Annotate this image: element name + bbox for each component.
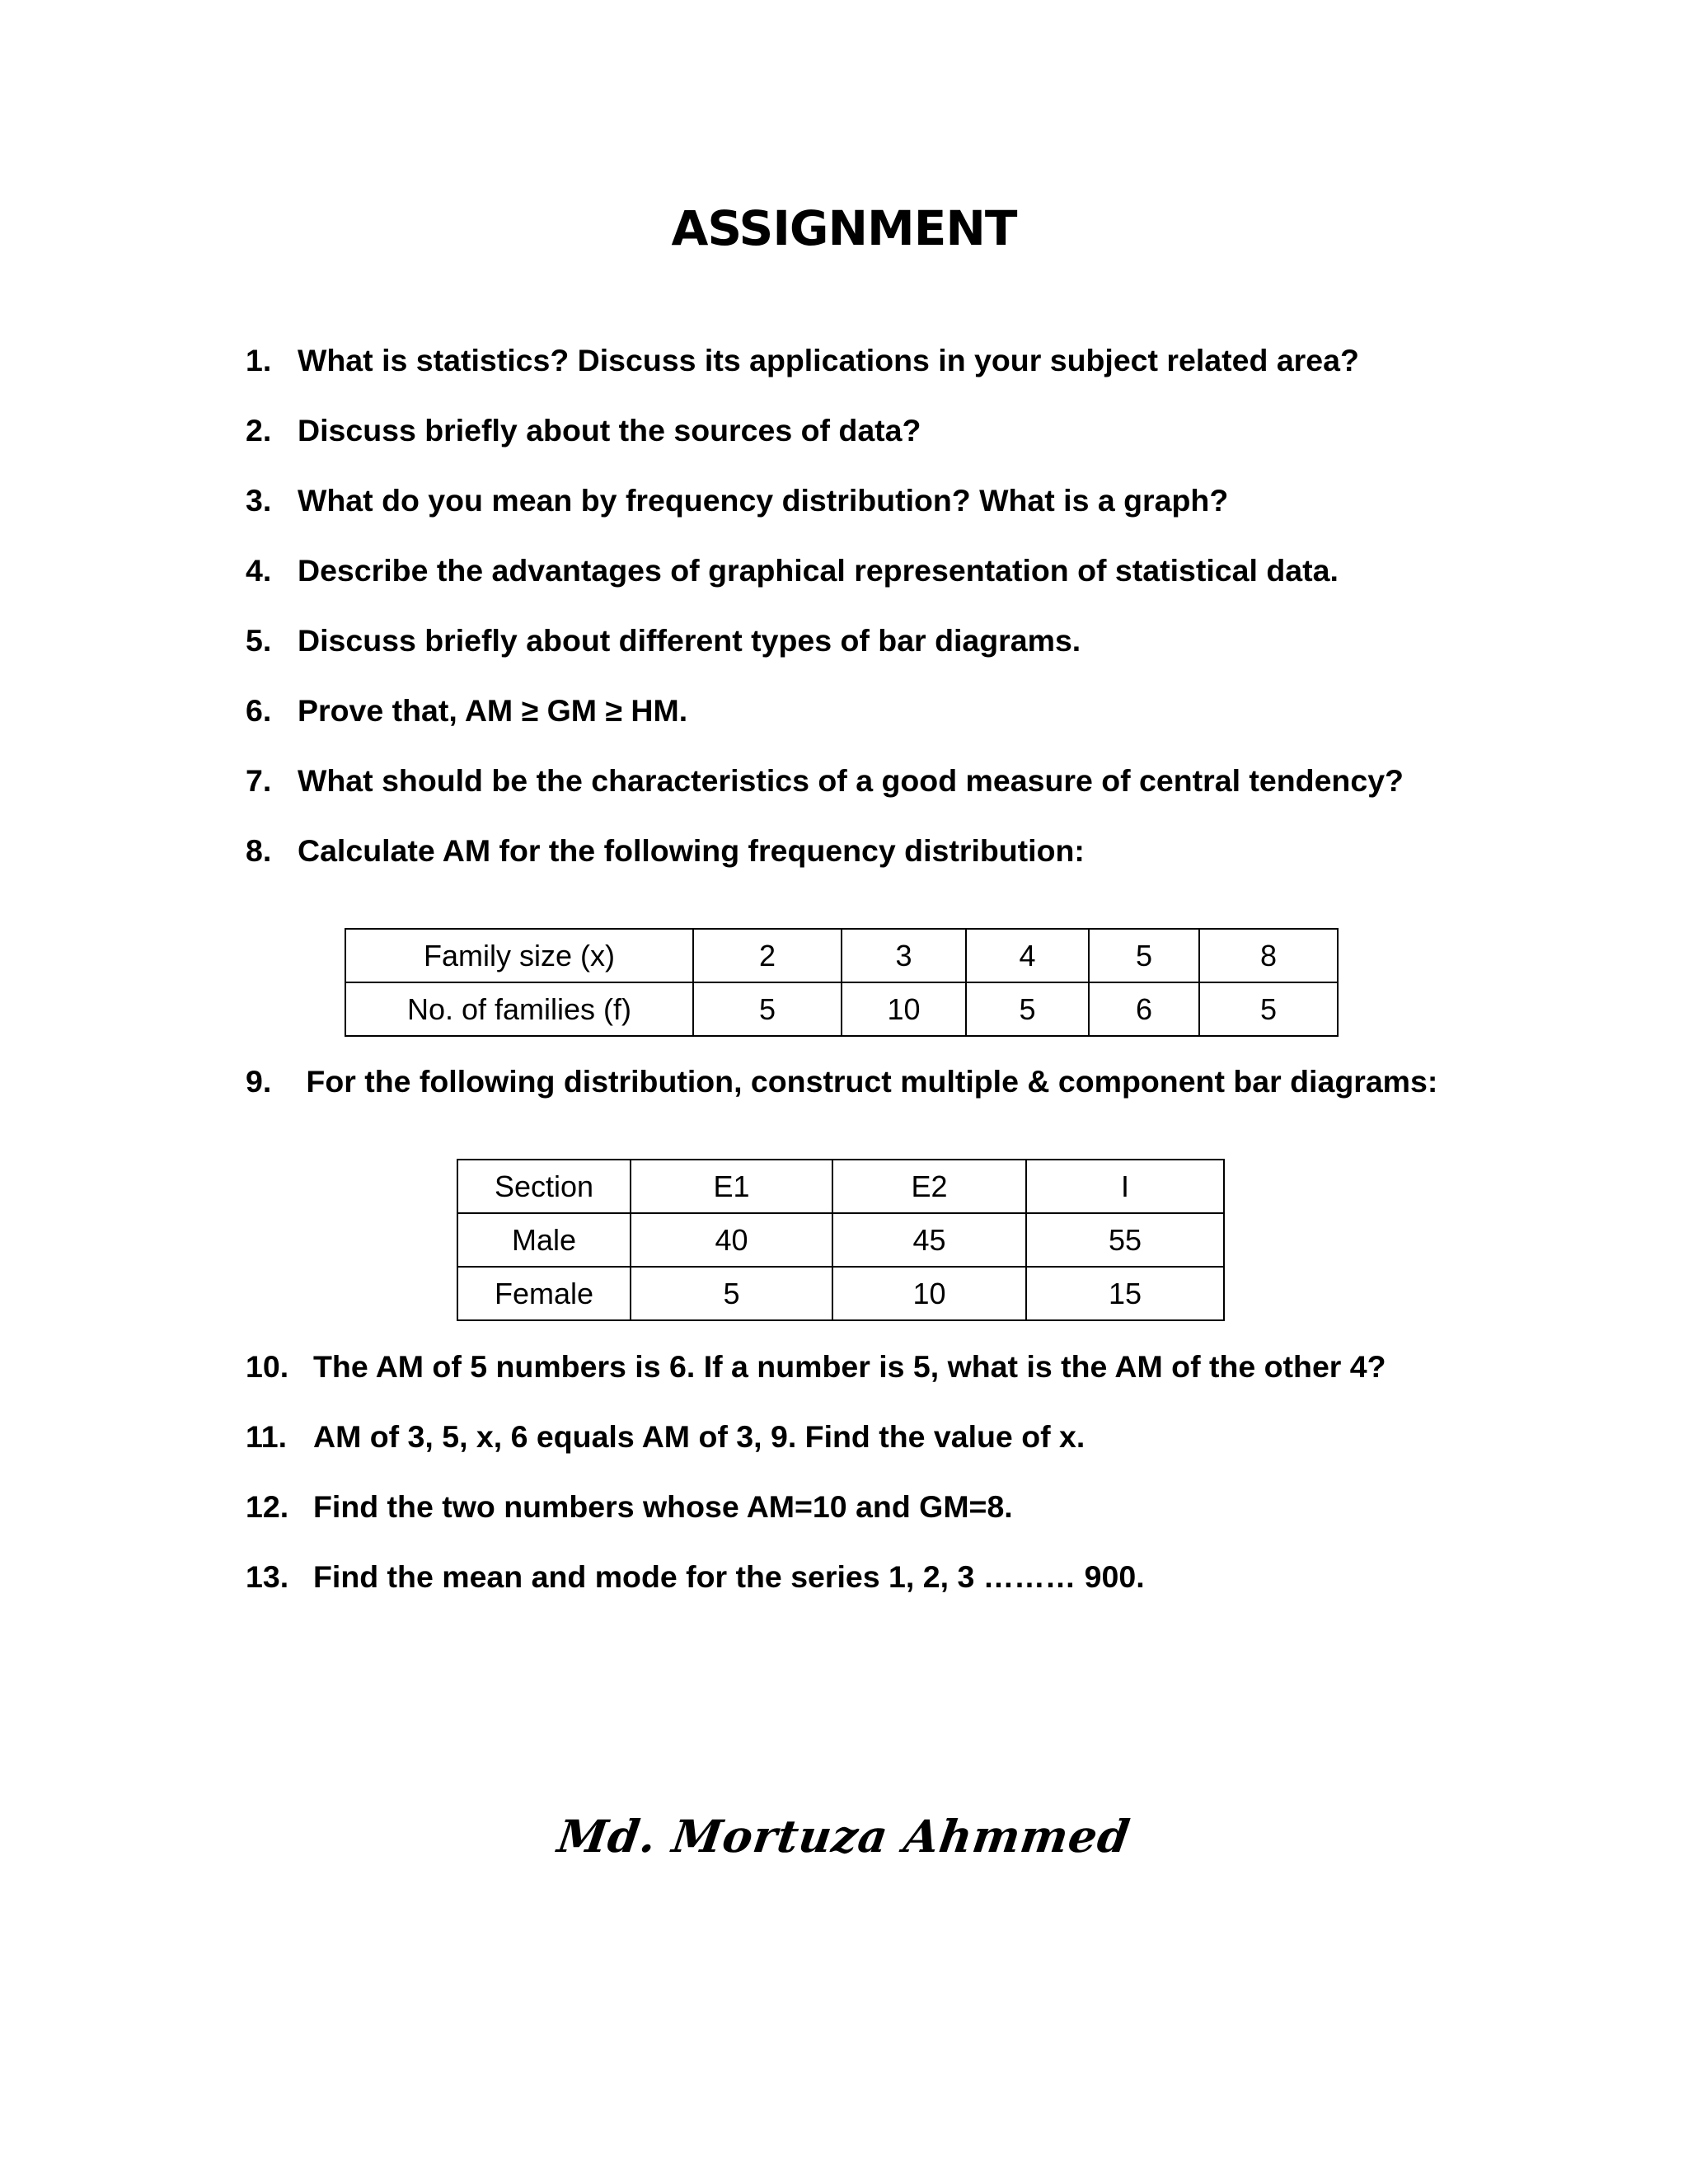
question-number: 9. [246,1064,272,1099]
question-4 [246,551,1339,589]
table-cell: I [1026,1160,1224,1213]
table-cell: Family size (x) [345,929,693,982]
question-number: 11. [246,1419,288,1454]
question-text: What do you mean by frequency distribution? What is a graph? [298,483,1229,518]
question-text: The AM of 5 numbers is 6. If a number is 5, what is the AM of the other 4? [313,1349,1386,1384]
question-text: Find the two numbers whose AM=10 and GM=8. [313,1489,1013,1524]
table-row [457,1213,1224,1267]
table-row [457,1267,1224,1320]
table-cell: 10 [842,982,966,1036]
question-text: Find the mean and mode for the series 1, 2, 3 ……… 900. [313,1559,1145,1594]
question-10 [246,1347,1386,1385]
question-number: 8. [246,833,272,868]
question-number: 10. [246,1349,289,1384]
question-9 [246,1062,1437,1100]
table-cell: 10 [832,1267,1026,1320]
question-number: 12. [246,1489,289,1524]
question-number: 6. [246,693,272,728]
question-number: 4. [246,553,272,588]
table-cell: 45 [832,1213,1026,1267]
signature: Md. Mortuza Ahmmed [554,1810,1134,1863]
question-text: What is statistics? Discuss its applications in your subject related area? [298,343,1359,377]
question-text: AM of 3, 5, x, 6 equals AM of 3, 9. Find the value of x. [313,1419,1085,1454]
table-cell: Female [457,1267,631,1320]
table-cell: 4 [966,929,1089,982]
table-cell: 6 [1089,982,1199,1036]
table-cell: 5 [1199,982,1338,1036]
table-cell: Male [457,1213,631,1267]
question-number: 1. [246,343,272,377]
table-cell: E1 [631,1160,832,1213]
table-cell: 5 [693,982,842,1036]
table-cell: E2 [832,1160,1026,1213]
frequency-table [345,928,1339,1037]
table-cell: 3 [842,929,966,982]
table-row [345,929,1338,982]
table-cell: 5 [966,982,1089,1036]
table-cell: No. of families (f) [345,982,693,1036]
question-1 [246,341,1359,379]
question-2 [246,411,921,449]
question-text: Calculate AM for the following frequency distribution: [298,833,1085,868]
section-table [457,1159,1225,1321]
table-cell: 5 [631,1267,832,1320]
question-number: 3. [246,483,272,518]
question-3 [246,481,1228,519]
table-cell: 8 [1199,929,1338,982]
question-text: Prove that, AM ≥ GM ≥ HM. [298,693,688,728]
question-text: For the following distribution, construct multiple & component bar diagrams: [298,1064,1438,1099]
question-number: 13. [246,1559,289,1594]
question-7 [246,762,1404,799]
question-text: What should be the characteristics of a good measure of central tendency? [298,763,1404,798]
table-cell: Section [457,1160,631,1213]
question-8 [246,832,1085,869]
question-5 [246,621,1081,659]
table-row [457,1160,1224,1213]
question-11 [246,1418,1085,1455]
table-cell: 2 [693,929,842,982]
table-row [345,982,1338,1036]
question-text: Discuss briefly about different types of bar diagrams. [298,623,1081,658]
question-6 [246,691,687,729]
question-number: 7. [246,763,272,798]
question-12 [246,1488,1013,1526]
question-number: 2. [246,413,272,448]
question-text: Describe the advantages of graphical representation of statistical data. [298,553,1339,588]
table-cell: 40 [631,1213,832,1267]
question-text: Discuss briefly about the sources of data? [298,413,921,448]
table-cell: 15 [1026,1267,1224,1320]
table-cell: 5 [1089,929,1199,982]
table-cell: 55 [1026,1213,1224,1267]
page-title: ASSIGNMENT [671,200,1017,256]
question-13 [246,1558,1145,1596]
question-number: 5. [246,623,272,658]
